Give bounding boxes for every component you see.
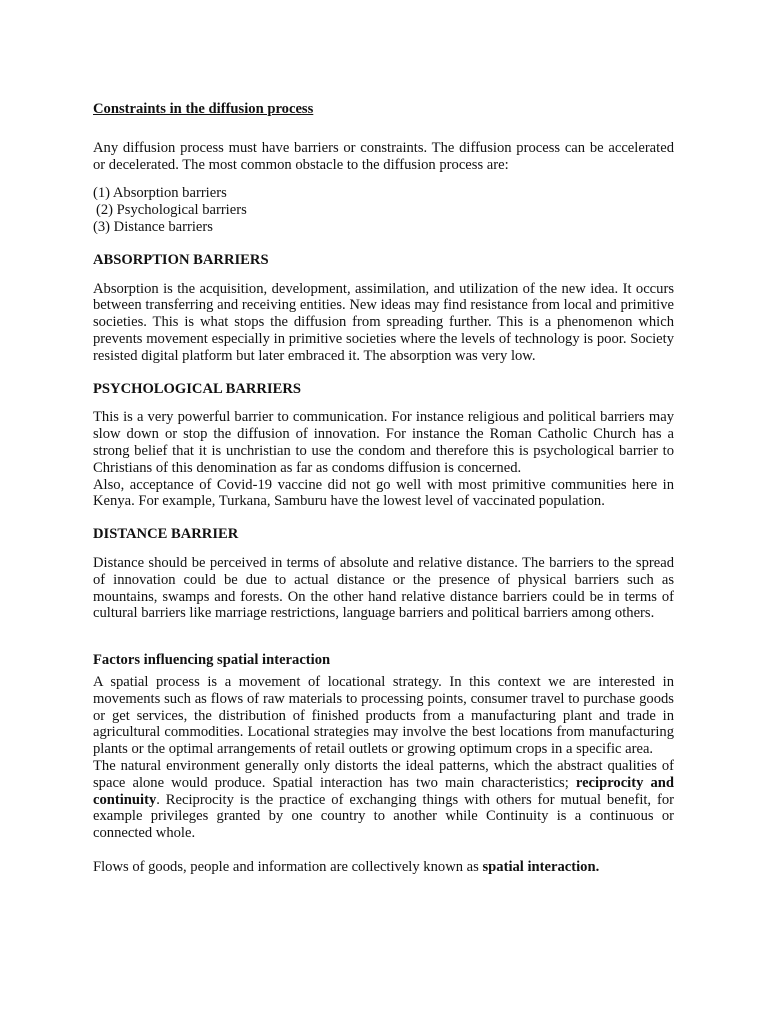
absorption-section	[93, 252, 674, 365]
paragraph-text: . Reciprocity is the practice of exchanging things with others for mutual benefit, for example privileges granted by one country to another while Continuity is a continuous or connected whole.	[93, 791, 674, 842]
factors-paragraph-1: A spatial process is a movement of locational strategy. In this context we are interested in movements such as flows of raw materials to processing points, consumer travel to purchase goods or get services, the distribution of finished products from a manufacturing plant and trade in agricultural commodities. Locational strategies may involve the best locations from manufacturing plants or the optimal arrangements of retail outlets or growing optimum crops in a specific area.	[93, 673, 674, 758]
section-paragraph: Distance should be perceived in terms of absolute and relative distance. The barriers to the spread of innovation could be due to actual distance or the presence of physical barriers such as mountains, swamps and forests. On the other hand relative distance barriers could be in terms of cultural barriers like marriage restrictions, language barriers and political barriers among others.	[93, 554, 674, 622]
factors-paragraph-2	[93, 758, 674, 842]
section-paragraph: Also, acceptance of Covid-19 vaccine did not go well with most primitive communities here in Kenya. For example, Turkana, Samburu have the lowest level of vaccinated population.	[93, 476, 674, 510]
section-heading: PSYCHOLOGICAL BARRIERS	[93, 380, 302, 397]
list-item: (2) Psychological barriers	[96, 202, 247, 219]
list-item: (3) Distance barriers	[93, 218, 213, 235]
section-heading: DISTANCE BARRIER	[93, 526, 239, 543]
document-page	[93, 101, 674, 876]
factors-section	[93, 652, 674, 876]
paragraph-text: The natural environment generally only distorts the ideal patterns, which the abstract qualities of space alone would produce. Spatial interaction has two main characteristics;	[93, 757, 674, 791]
paragraph-gap	[93, 842, 674, 859]
section-paragraph: Absorption is the acquisition, development, assimilation, and utilization of the new idea. It occurs between transferring and receiving entities. New ideas may find resistance from local and primitive societies. This is what stops the diffusion from spreading further. This is a phenomenon which prevents movement especially in primitive societies where the levels of technology is poor. Society resisted digital platform but later embraced it. The absorption was very low.	[93, 280, 674, 364]
factors-heading: Factors influencing spatial interaction	[93, 652, 331, 669]
psychological-section	[93, 381, 674, 511]
bold-term: spatial interaction.	[482, 858, 600, 875]
intro-paragraph: Any diffusion process must have barriers or constraints. The diffusion process can be accelerated or decelerated. The most common obstacle to the diffusion process are:	[93, 139, 674, 173]
bold-term: reciprocity and continuity	[93, 774, 675, 808]
section-heading: ABSORPTION BARRIERS	[93, 251, 269, 268]
paragraph-text: Flows of goods, people and information are collectively known as	[93, 858, 483, 875]
list-item: (1) Absorption barriers	[93, 185, 227, 202]
barrier-list	[93, 185, 674, 235]
section-paragraph: This is a very powerful barrier to communication. For instance religious and political barriers may slow down or stop the diffusion of innovation. For instance the Roman Catholic Church has a strong belief that it is unchristian to use the condom and therefore this is psychological barrier to Christians of this denomination as far as condoms diffusion is concerned.	[93, 409, 674, 476]
factors-paragraph-3	[93, 859, 674, 876]
distance-section	[93, 526, 674, 622]
document-title: Constraints in the diffusion process	[93, 101, 314, 117]
